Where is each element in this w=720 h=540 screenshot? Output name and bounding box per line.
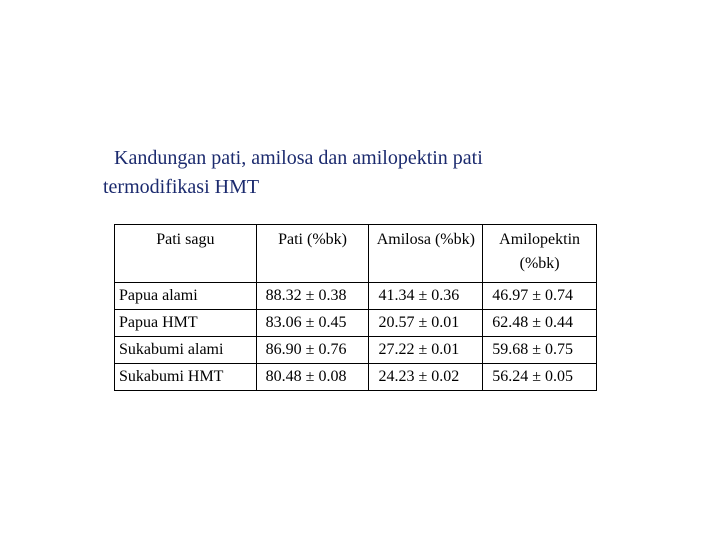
- row-label: Papua HMT: [115, 310, 257, 337]
- starch-content-table: [114, 224, 597, 391]
- amilosa-value: 41.34 ± 0.36: [369, 283, 483, 310]
- amilosa-value: 27.22 ± 0.01: [369, 337, 483, 364]
- row-label: Sukabumi alami: [115, 337, 257, 364]
- header-amilosa: Amilosa (%bk): [369, 225, 483, 283]
- title-line-2: termodifikasi HMT: [103, 176, 260, 198]
- pati-value: 83.06 ± 0.45: [256, 310, 369, 337]
- amilosa-value: 24.23 ± 0.02: [369, 364, 483, 391]
- pati-value: 80.48 ± 0.08: [256, 364, 369, 391]
- table-row: [115, 337, 597, 364]
- pati-value: 86.90 ± 0.76: [256, 337, 369, 364]
- table-row: [115, 364, 597, 391]
- header-pati: Pati (%bk): [256, 225, 369, 283]
- pati-value: 88.32 ± 0.38: [256, 283, 369, 310]
- header-amilopektin: Amilopektin (%bk): [483, 225, 597, 283]
- table-row: [115, 310, 597, 337]
- row-label: Sukabumi HMT: [115, 364, 257, 391]
- amilosa-value: 20.57 ± 0.01: [369, 310, 483, 337]
- amilopektin-value: 56.24 ± 0.05: [483, 364, 597, 391]
- title-line-1: Kandungan pati, amilosa dan amilopektin pati: [114, 147, 483, 169]
- header-pati-sagu: Pati sagu: [115, 225, 257, 283]
- amilopektin-value: 59.68 ± 0.75: [483, 337, 597, 364]
- table-row: [115, 283, 597, 310]
- amilopektin-value: 62.48 ± 0.44: [483, 310, 597, 337]
- amilopektin-value: 46.97 ± 0.74: [483, 283, 597, 310]
- slide-title: [103, 144, 663, 202]
- table-header-row: [115, 225, 597, 283]
- row-label: Papua alami: [115, 283, 257, 310]
